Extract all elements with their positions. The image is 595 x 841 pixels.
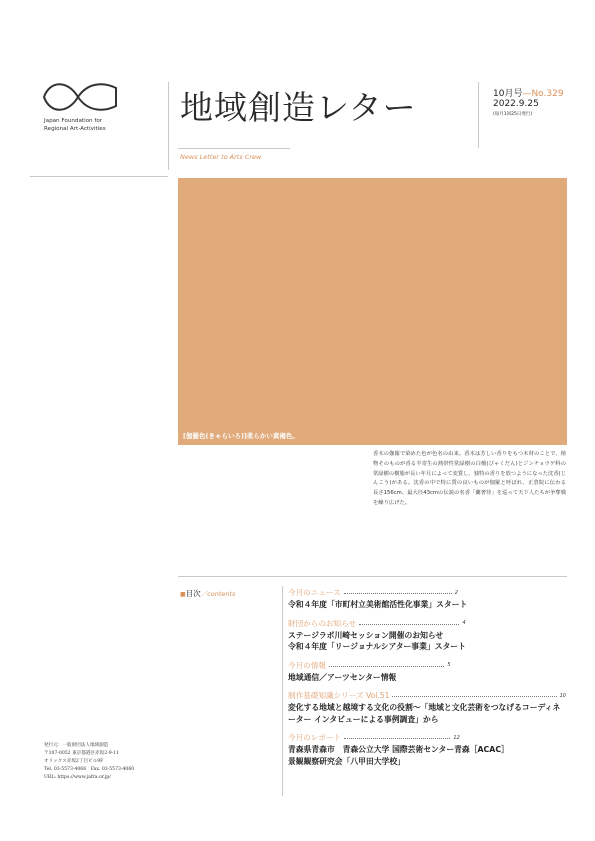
toc-leader <box>344 738 450 739</box>
toc-section-label: 今月のニュース <box>288 588 341 597</box>
toc-item[interactable]: 青森県青森市 青森公立大学 国際芸術センター青森［ACAC］ <box>288 745 509 754</box>
issue-frequency: (毎月1回25日発行) <box>493 112 533 117</box>
issue-month: 10月号 <box>493 89 523 99</box>
toc-page: 12 <box>453 734 460 741</box>
publisher-info <box>44 742 174 782</box>
publisher-line: 発行元：一般財団法人地域創造 <box>44 743 109 748</box>
page-title: 地域創造レター <box>180 88 417 127</box>
table-of-contents <box>288 586 566 767</box>
color-swatch <box>178 178 567 445</box>
toc-item[interactable]: ステージラボ川崎セッション開催のお知らせ <box>288 630 444 640</box>
toc-page: 10 <box>559 692 566 699</box>
toc-leader <box>329 666 444 667</box>
toc-page: 2 <box>454 589 458 596</box>
toc-leader <box>392 696 556 697</box>
issue-date: 2022.9.25 <box>493 99 539 109</box>
toc-section-label: 今月の情報 <box>288 660 326 670</box>
publisher-line: オリックス赤坂2丁目ビル9F <box>44 759 104 764</box>
toc-item[interactable]: 景観観察研究会「八甲田大学校」 <box>288 756 405 766</box>
toc-section-foundation[interactable] <box>288 617 566 630</box>
issue-divider <box>478 82 479 148</box>
toc-heading-en: contents <box>207 590 236 598</box>
toc-section-label: 財団からのお知らせ <box>288 618 357 628</box>
logo-text <box>44 118 154 133</box>
toc-section-report[interactable] <box>288 731 566 744</box>
toc-section-label: 今月のレポート <box>288 733 342 742</box>
toc-item[interactable]: 地域通信／アーツセンター情報 <box>288 672 397 682</box>
toc-item[interactable]: 令和４年度「リージョナルシアター事業」スタート <box>288 642 466 651</box>
toc-section-series[interactable] <box>288 689 566 702</box>
toc-item[interactable]: 令和４年度「市町村立美術館活性化事業」スタート <box>288 600 468 609</box>
toc-section-info[interactable] <box>288 659 566 672</box>
issue-dash: — <box>522 89 532 99</box>
toc-heading-ja: 目次 <box>185 589 201 598</box>
page-subtitle: News Letter to Arts Crew <box>180 153 262 161</box>
toc-rule <box>178 576 567 577</box>
left-divider <box>168 82 169 170</box>
toc-leader <box>359 624 459 625</box>
issue-label <box>493 86 564 99</box>
logo-text-line2: Regional Art-Activities <box>44 125 106 132</box>
foundation-logo-icon <box>42 82 118 112</box>
publisher-line: 〒107-0052 東京都港区赤坂2-9-11 <box>44 751 120 756</box>
publisher-line[interactable]: URL: https://www.jafra.or.jp/ <box>44 775 111 780</box>
toc-section-label: 制作基礎知識シリーズ Vol.51 <box>288 691 390 700</box>
toc-page: 5 <box>447 662 451 668</box>
header-rule <box>178 148 290 149</box>
toc-heading <box>180 588 235 599</box>
toc-divider <box>282 586 283 796</box>
toc-heading-mark: ■ <box>180 591 186 598</box>
toc-leader <box>344 593 452 594</box>
publisher-line: Tel. 03-5573-4066 Fax. 03-5573-4060 <box>44 767 135 772</box>
toc-heading-sep: ／ <box>200 590 208 598</box>
issue-number: No.329 <box>531 89 564 99</box>
toc-page: 4 <box>462 620 466 626</box>
toc-section-news[interactable] <box>288 586 566 599</box>
logo-text-line1: Japan Foundation for <box>44 118 103 124</box>
color-description: 香木の伽羅で染めた色が色名の由来。香木は芳しい香りをもつ木材のことで、植物そのものが香る半寄生の熱帯性常緑樹の白檀(びゃくだん)とジンチョウゲ科の常緑樹の樹脂が長い年月によって変質し、独特の香りを放つようになった沈香(じんこう)がある。沈香の中で特に質の良いものが伽羅と呼ばれ、正倉院に伝わる長さ156cm、最大径43cmの伝説の名香「蘭奢待」を巡って天下人たちが争奪戦を繰り広げた。 <box>373 451 566 506</box>
toc-item[interactable]: 変化する地域と越境する文化の役割〜「地域と文化芸術をつなげるコーディネーター インタビューによる事例調査」から <box>288 703 561 724</box>
left-rule <box>30 176 168 177</box>
swatch-caption: [伽羅色(きゃらいろ)]柔らかい黄褐色。 <box>183 432 299 440</box>
